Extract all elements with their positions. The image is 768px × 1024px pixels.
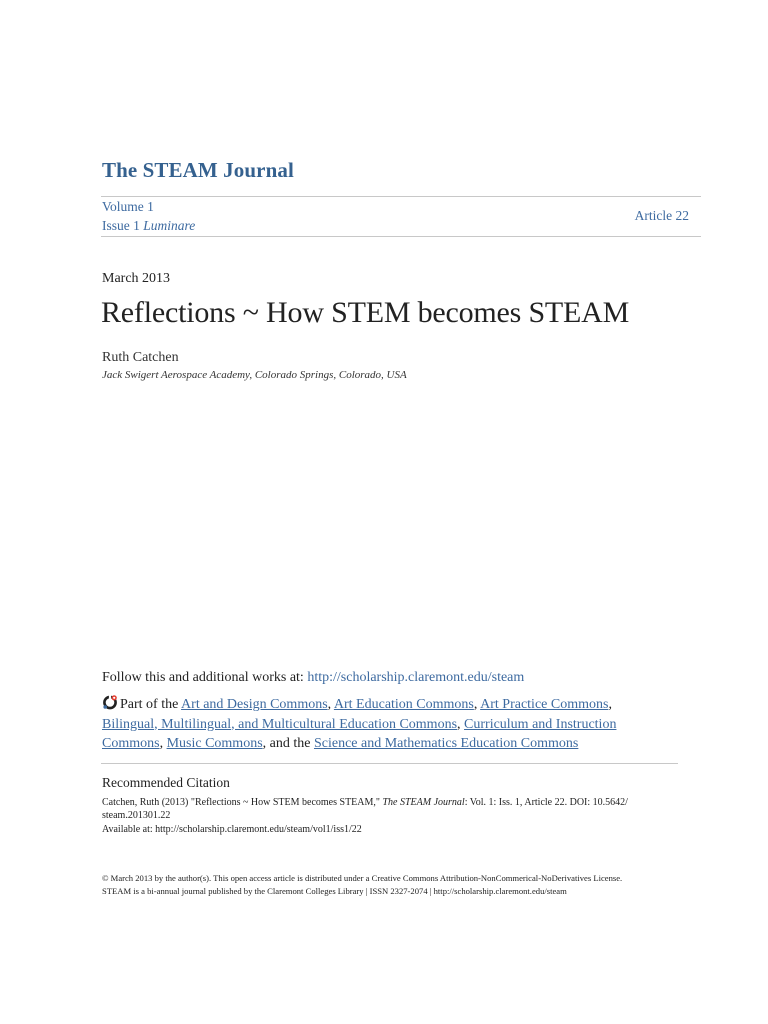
citation-journal: The STEAM Journal bbox=[382, 797, 465, 808]
citation-part2: : Vol. 1: Iss. 1, Article 22. DOI: 10.5642/ steam.201301.22 bbox=[102, 797, 628, 821]
citation-divider bbox=[101, 763, 678, 764]
commons-link-music[interactable]: Music Commons bbox=[166, 736, 263, 751]
header-top-divider bbox=[101, 196, 701, 197]
commons-link-curriculum[interactable]: Curriculum and Instruction Commons bbox=[102, 716, 617, 751]
follow-url-link[interactable]: http://scholarship.claremont.edu/steam bbox=[307, 670, 525, 685]
citation-heading: Recommended Citation bbox=[102, 775, 230, 790]
citation-text bbox=[102, 797, 672, 822]
part-of-commons bbox=[102, 694, 642, 754]
commons-link-bilingual[interactable]: Bilingual, Multilingual, and Multicultural Education Commons bbox=[102, 716, 458, 732]
commons-network-icon bbox=[102, 694, 118, 710]
commons-and-the: , and the bbox=[262, 736, 314, 751]
volume-link[interactable]: Volume 1 bbox=[102, 199, 154, 214]
article-title: Reflections ~ How STEM becomes STEAM bbox=[101, 296, 630, 329]
citation-available-at: Available at: http://scholarship.claremont.edu/steam/vol1/iss1/22 bbox=[102, 824, 362, 835]
issue-number: Issue 1 bbox=[102, 218, 140, 233]
publication-date: March 2013 bbox=[102, 271, 171, 286]
commons-link-science-math[interactable]: Science and Mathematics Education Commons bbox=[313, 736, 579, 751]
header-bottom-divider bbox=[101, 236, 701, 237]
author-affiliation: Jack Swigert Aerospace Academy, Colorado Springs, Colorado, USA bbox=[102, 369, 407, 381]
license-notice: © March 2013 by the author(s). This open access article is distributed under a Creative Commons Attribution-NonCommerical-NoDerivatives License. bbox=[102, 873, 623, 883]
commons-separator: , bbox=[457, 716, 465, 732]
commons-separator: , bbox=[608, 697, 612, 712]
article-link[interactable]: Article 22 bbox=[634, 208, 689, 223]
commons-separator: , bbox=[159, 736, 167, 751]
journal-title[interactable]: The STEAM Journal bbox=[102, 158, 294, 182]
commons-separator: , bbox=[327, 697, 334, 712]
follow-label: Follow this and additional works at: bbox=[102, 670, 308, 685]
commons-separator: , bbox=[473, 697, 481, 712]
commons-link-art-design[interactable]: Art and Design Commons bbox=[181, 697, 328, 712]
citation-part1: Catchen, Ruth (2013) "Reflections ~ How STEM becomes STEAM," bbox=[102, 797, 383, 808]
author-name: Ruth Catchen bbox=[102, 350, 179, 365]
issue-name: Luminare bbox=[143, 218, 196, 233]
publisher-notice: STEAM is a bi-annual journal published by the Claremont Colleges Library | ISSN 2327-2074 | http://scholarship.claremont.edu/steam bbox=[102, 886, 567, 896]
footer-notice bbox=[102, 872, 662, 898]
issue-link[interactable] bbox=[102, 218, 195, 234]
follow-line bbox=[102, 670, 524, 686]
commons-link-art-practice[interactable]: Art Practice Commons bbox=[480, 697, 609, 712]
part-of-label: Part of the bbox=[120, 697, 182, 712]
commons-link-art-education[interactable]: Art Education Commons bbox=[333, 697, 474, 712]
